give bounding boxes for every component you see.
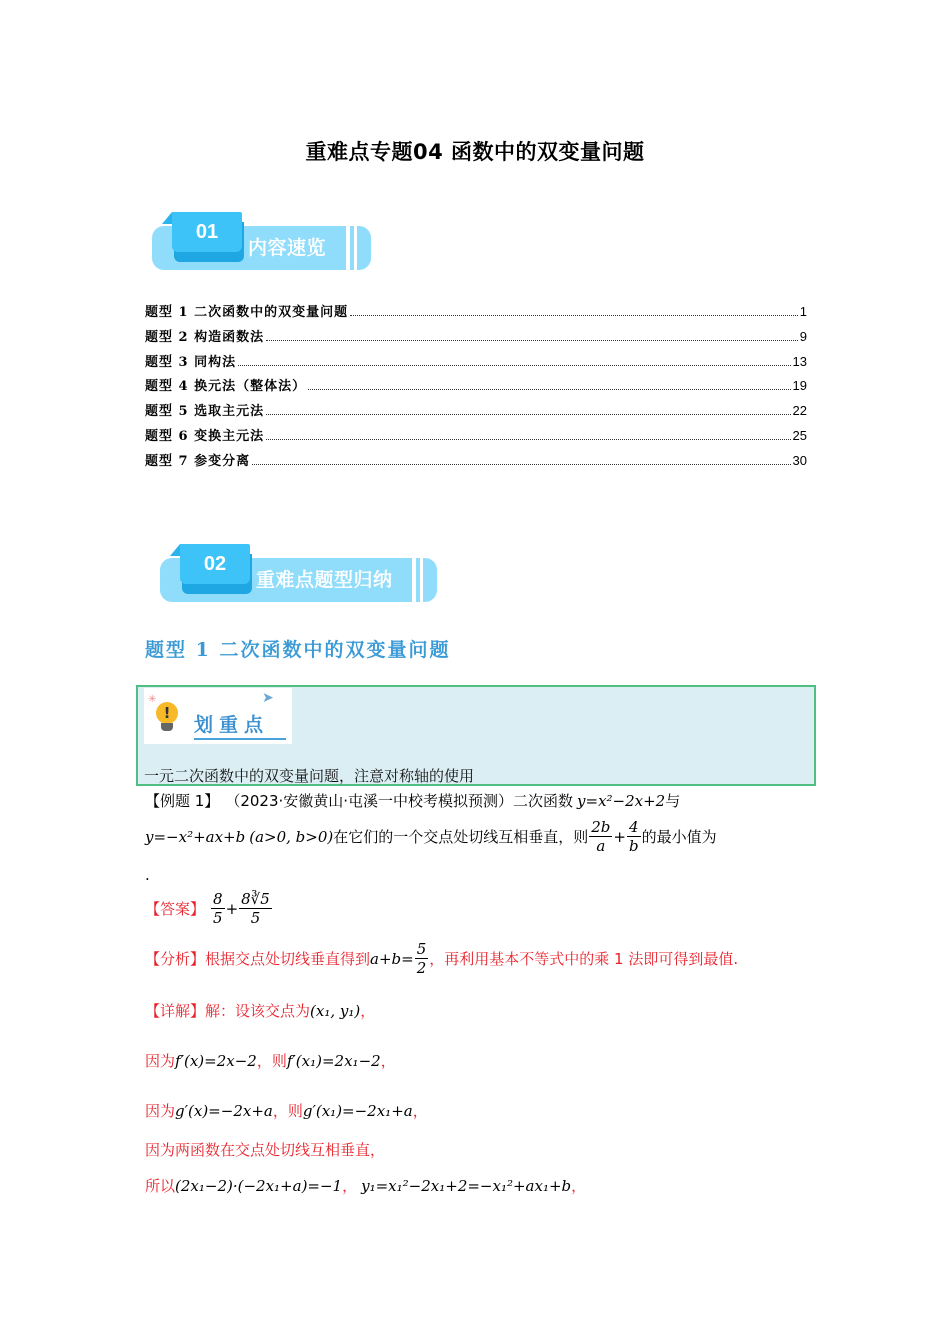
key-point-box — [136, 685, 816, 786]
banner-label: 内容速览 — [248, 237, 327, 259]
banner-number: 01 — [172, 212, 242, 252]
key-point-title: 划重点 — [194, 714, 270, 736]
page-title: 重难点专题04 函数中的双变量问题 — [305, 140, 645, 164]
banner-number: 02 — [180, 544, 250, 584]
toc-item[interactable]: 题型 6 变换主元法 25 — [145, 427, 807, 444]
key-point-badge — [144, 688, 292, 744]
toc-item[interactable]: 题型 2 构造函数法 9 — [145, 328, 807, 345]
answer-line: 【答案】 $\frac{8}{5}$ + $\frac{8∛5}{5}$ — [145, 890, 270, 927]
analysis-line: 【分析】 根据交点处切线垂直得到 a+b= $\frac{5}{2}$ ，再利用基本不等式中的乘 1 法即可得到最值. — [145, 940, 739, 977]
section-banner-key-types — [160, 544, 440, 606]
banner-label: 重难点题型归纳 — [256, 569, 393, 591]
section-banner-overview — [152, 212, 372, 274]
example-line-1: 【例题 1】 （2023·安徽黄山·屯溪一中校考模拟预测）二次函数 y=x²−2x+2 与 — [145, 791, 681, 810]
toc-item[interactable]: 题型 1 二次函数中的双变量问题 1 — [145, 304, 807, 320]
detail-line-5: 所以 (2x₁−2)·(−2x₁+a)=−1 ， y₁=x₁²−2x₁+2=−x₁²+ax₁+b ， — [145, 1176, 587, 1195]
toc-item[interactable]: 题型 5 选取主元法 22 — [145, 403, 807, 420]
toc-item[interactable]: 题型 4 换元法（整体法） 19 — [145, 378, 807, 395]
detail-line-3: 因为 g′(x)=−2x+a ，则 g′(x₁)=−2x₁+a ， — [145, 1101, 428, 1120]
paper-plane-icon: ➤ — [262, 690, 274, 706]
key-point-text: 一元二次函数中的双变量问题，注意对称轴的使用 — [144, 767, 475, 785]
detail-line-4: 因为两函数在交点处切线互相垂直， — [145, 1141, 386, 1159]
light-rays-icon: ✳ — [148, 694, 157, 705]
exclamation-icon: ! — [163, 704, 171, 722]
example-line-2: y=−x²+ax+b (a>0, b>0) 在它们的一个交点处切线互相垂直，则 $\frac{2b}{a}$ + $\frac{4}{b}$ 的最小值为 — [145, 818, 717, 855]
toc-item[interactable]: 题型 3 同构法 13 — [145, 353, 807, 370]
detail-line-1: 【详解】 解：设该交点为 (x₁, y₁) ， — [145, 1001, 376, 1020]
table-of-contents — [145, 301, 807, 475]
toc-item[interactable]: 题型 7 参变分离 30 — [145, 452, 807, 469]
example-period: . — [145, 866, 150, 884]
section-heading: 题型 1 二次函数中的双变量问题 — [145, 639, 451, 661]
detail-line-2: 因为 f′(x)=2x−2 ，则 f′(x₁)=2x₁−2 ， — [145, 1051, 396, 1070]
